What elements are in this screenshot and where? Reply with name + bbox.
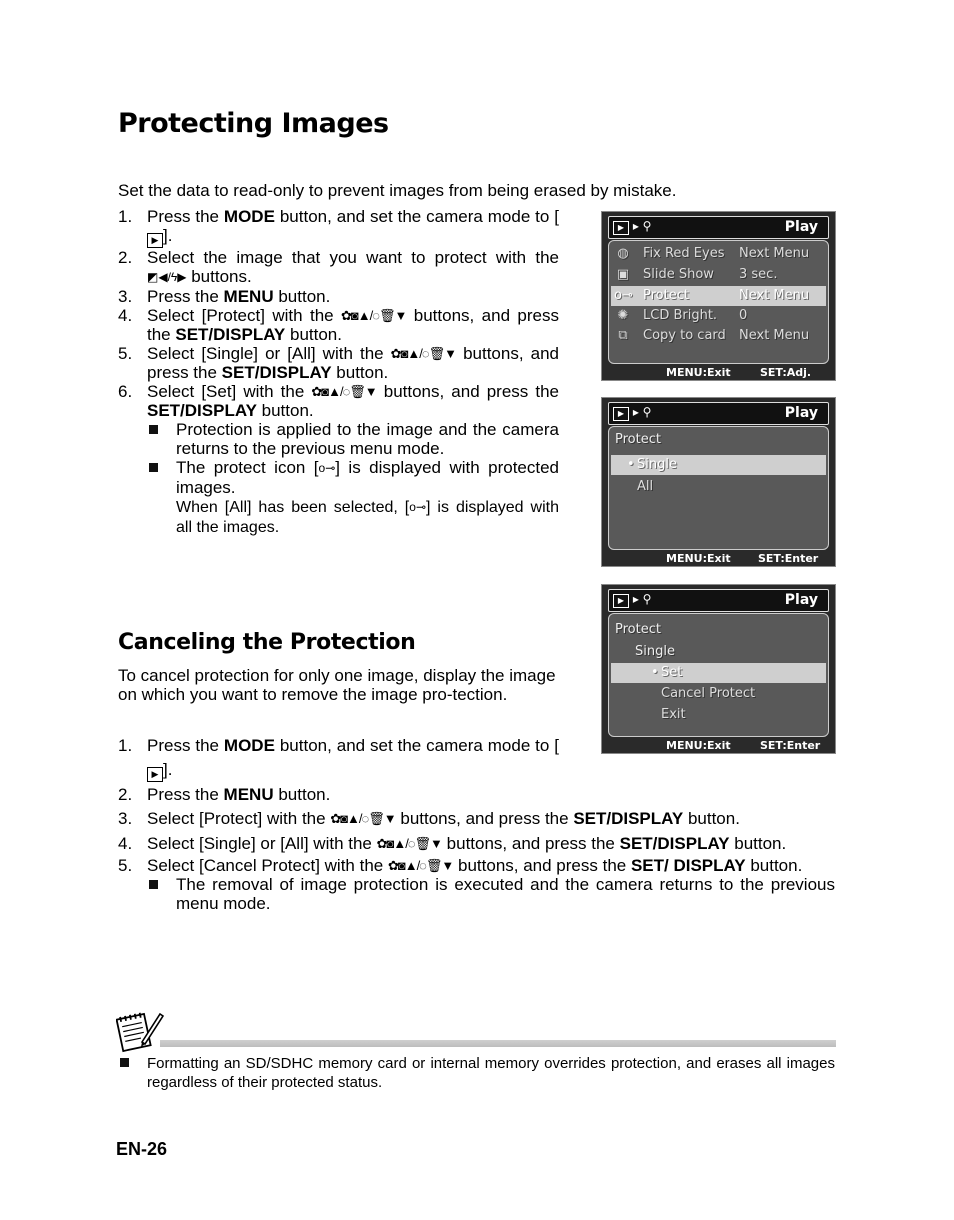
step-1: 1. Press the MODE button, and set the camera mode to [▶ ]. <box>118 734 559 782</box>
step-6: 6. Select [Set] with the ✿◙▲/◌🗑▼ buttons, and press the SET/DISPLAY button. Protection is applied to the image and the camera returns to the previous menu mode. The protect icon [o⊸] is displayed with protected images. When [All] has been selected, [o⊸] is displayed with all the images. <box>118 382 560 536</box>
menu-row: Cancel Protect <box>661 686 756 701</box>
step-1: 1. Press the MODE button, and set the camera mode to [▶ ]. <box>118 207 559 248</box>
cancel-steps <box>118 734 835 916</box>
up-down-buttons-icon: ✿◙▲/◌🗑▼ <box>390 346 456 361</box>
up-down-buttons-icon: ✿◙▲/◌🗑▼ <box>387 858 454 873</box>
note-divider <box>160 1040 836 1047</box>
step-3: 3. Press the MENU button. <box>118 287 331 306</box>
bullet-square-icon <box>149 463 158 472</box>
menu-row: ▣ Slide Show 3 sec. <box>611 265 826 285</box>
camera-screen-cancel-protect: ▶ ▸ ⚲ Play Protect Single • Set Cancel Protect Exit MENU:Exit SET:Enter <box>601 584 836 754</box>
slideshow-icon: ▣ <box>616 267 630 282</box>
section-intro: To cancel protection for only one image, display the image on which you want to remove the image pro-tection. <box>118 666 556 704</box>
menu-row: ◍ Fix Red Eyes Next Menu <box>611 244 826 264</box>
play-wrench-icon: ▶ ▸ ⚲ <box>613 219 651 235</box>
menu-row-selected: o⊸ Protect Next Menu <box>611 286 826 306</box>
key-icon: o⊸ <box>318 461 336 475</box>
menu-row: ✺ LCD Bright. 0 <box>611 306 826 326</box>
red-eye-icon: ◍ <box>617 246 629 261</box>
bullet-item: The protect icon [o⊸] is displayed with protected images. When [All] has been selected, [o⊸] is displayed with all the images. <box>147 458 559 537</box>
bullet-square-icon <box>120 1058 129 1067</box>
screen-menu-panel <box>608 240 829 364</box>
menu-row-selected: • Single <box>611 455 826 475</box>
exposure-left-flash-right-icon: ◩◀/ϟ▶ <box>147 270 187 284</box>
step-4: 4. Select [Single] or [All] with the ✿◙▲/◌🗑▼ buttons, and press the SET/DISPLAY button. <box>118 834 787 853</box>
page-number: EN-26 <box>116 1139 168 1159</box>
play-wrench-icon: ▶ ▸ ⚲ <box>613 592 651 608</box>
bullet-item: The removal of image protection is executed and the camera returns to the previous menu mode. <box>147 875 835 913</box>
step-6-bullets <box>147 420 559 537</box>
key-icon: o⊸ <box>409 500 426 514</box>
menu-row: All <box>637 479 654 494</box>
menu-row: Exit <box>661 707 686 722</box>
note-item: Formatting an SD/SDHC memory card or internal memory overrides protection, and erases all images regardless of their protected status. <box>118 1054 835 1092</box>
play-wrench-icon: ▶ ▸ ⚲ <box>613 405 651 421</box>
up-down-buttons-icon: ✿◙▲/◌🗑▼ <box>311 384 377 399</box>
bullet-square-icon <box>149 425 158 434</box>
menu-row-selected: • Set <box>611 663 826 683</box>
step-2: 2. Select the image that you want to protect with the ◩◀/ϟ▶ buttons. <box>118 248 559 286</box>
screen-menu-panel: Protect • Single All <box>608 426 829 550</box>
protect-steps <box>118 207 559 537</box>
up-down-buttons-icon: ✿◙▲/◌🗑▼ <box>330 811 396 826</box>
step-5: 5. Select [Cancel Protect] with the ✿◙▲/◌🗑▼ buttons, and press the SET/ DISPLAY button. The removal of image protection is executed and the camera returns to the previous menu mode. <box>118 856 835 913</box>
page-title: Protecting Images <box>118 108 389 139</box>
bullet-item: Protection is applied to the image and the camera returns to the previous menu mode. <box>147 420 559 458</box>
bullet-square-icon <box>149 880 158 889</box>
step-3: 3. Select [Protect] with the ✿◙▲/◌🗑▼ buttons, and press the SET/DISPLAY button. <box>118 807 835 831</box>
play-mode-icon: ▶ <box>147 767 163 782</box>
screen-top-bar: ▶ ▸ ⚲ Play <box>608 589 829 612</box>
selected-dot-icon: • <box>651 665 659 680</box>
brightness-icon: ✺ <box>617 308 629 323</box>
step-5-bullets <box>147 875 835 913</box>
screen-top-bar: ▶ ▸ ⚲ Play <box>608 402 829 425</box>
key-icon: o⊸ <box>614 288 633 303</box>
camera-screen-protect-options: ▶ ▸ ⚲ Play Protect • Single All MENU:Exit SET:Enter <box>601 397 836 567</box>
menu-row: ⧉ Copy to card Next Menu <box>611 326 826 346</box>
step-5: 5. Select [Single] or [All] with the ✿◙▲/◌🗑▼ buttons, and press the SET/DISPLAY button. <box>118 344 559 382</box>
copy-icon: ⧉ <box>618 328 628 343</box>
step-4: 4. Select [Protect] with the ✿◙▲/◌🗑▼ buttons, and press the SET/DISPLAY button. <box>118 306 559 344</box>
play-mode-icon: ▶ <box>147 233 163 248</box>
up-down-buttons-icon: ✿◙▲/◌🗑▼ <box>341 308 407 323</box>
screen-menu-panel: Protect Single • Set Cancel Protect Exit <box>608 613 829 737</box>
note-pad-icon <box>116 1008 164 1054</box>
intro-text: Set the data to read-only to prevent images from being erased by mistake. <box>118 181 677 200</box>
camera-screen-play-menu: ▶ ▸ ⚲ Play ◍ Fix Red Eyes Next Menu ▣ Slide Show 3 sec. o⊸ Protect Next Menu ✺ LCD Bright. 0 ⧉ Copy to card Next Menu MENU:Exit SET:Adj. <box>601 211 836 381</box>
up-down-buttons-icon: ✿◙▲/◌🗑▼ <box>376 836 442 851</box>
selected-dot-icon: • <box>627 457 635 472</box>
section-heading: Canceling the Protection <box>118 630 416 655</box>
screen-top-bar: ▶ ▸ ⚲ Play <box>608 216 829 239</box>
step-2: 2. Press the MENU button. <box>118 785 331 804</box>
